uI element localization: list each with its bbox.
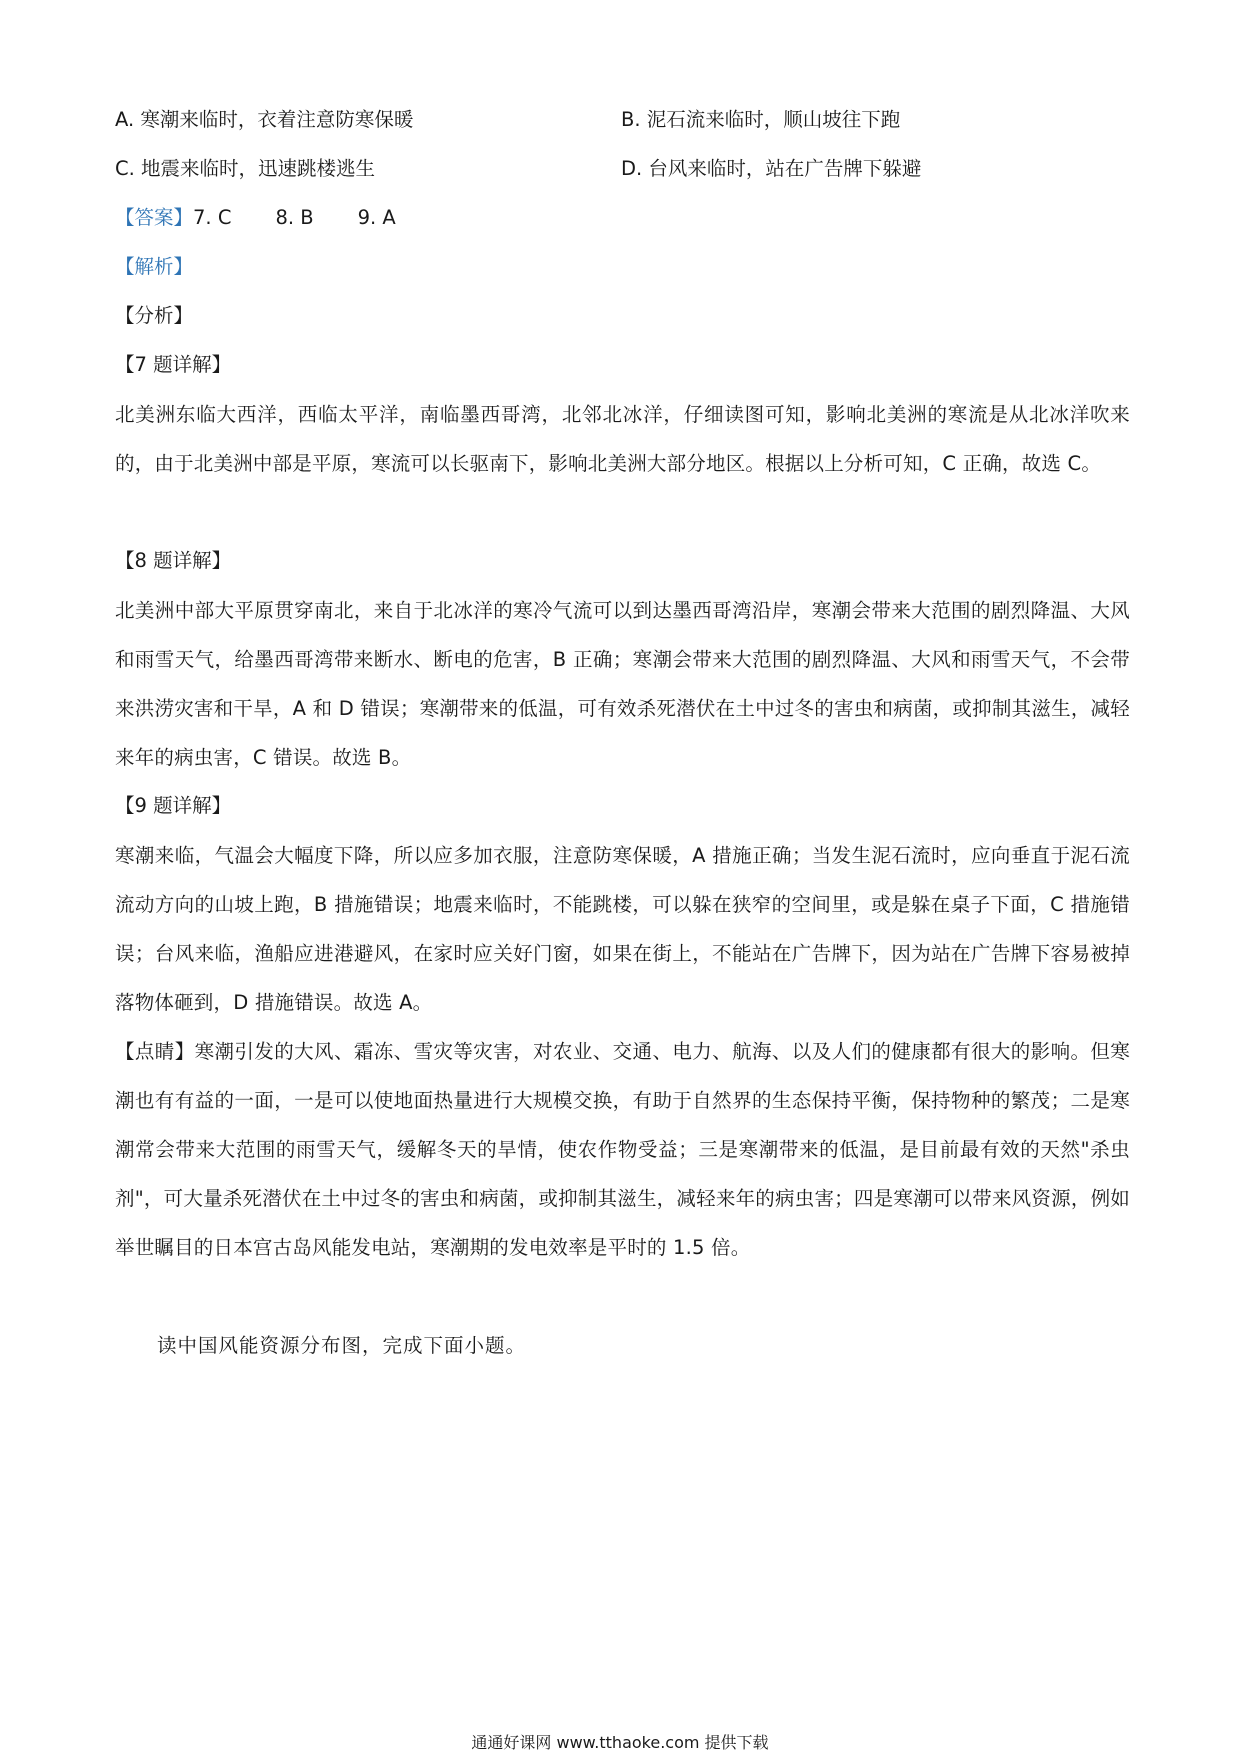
answer-label: 【答案】 — [115, 206, 194, 229]
q9-heading: 【9 题详解】 — [115, 794, 232, 817]
q9-text: 寒潮来临，气温会大幅度下降，所以应多加衣服，注意防寒保暖，A 措施正确；当发生泥石流时，应向垂直于泥石流流动方向的山坡上跑，B 措施错误；地震来临时，不能跳楼，可以躲在狭窄的空间里，或是躲在桌子下面，C 措施错误；台风来临，渔船应进港避风，在家时应关好门窗，如果在街上，不能站在广告牌下，因为站在广告牌下容易被掉落物体砸到，D 措施错误。故选 A。 — [115, 844, 1130, 1014]
q8-heading: 【8 题详解】 — [115, 549, 232, 572]
q7-text: 北美洲东临大西洋，西临太平洋，南临墨西哥湾，北邻北冰洋，仔细读图可知，影响北美洲的寒流是从北冰洋吹来的，由于北美洲中部是平原，寒流可以长驱南下，影响北美洲大部分地区。根据以上分析可知，C 正确，故选 C。 — [115, 403, 1130, 475]
option-a: A. 寒潮来临时，衣着注意防寒保暖 — [115, 108, 414, 131]
answer-q7: 7. C — [193, 206, 232, 229]
option-b: B. 泥石流来临时，顺山坡往下跑 — [621, 108, 901, 131]
q8-text: 北美洲中部大平原贯穿南北，来自于北冰洋的寒冷气流可以到达墨西哥湾沿岸，寒潮会带来大范围的剧烈降温、大风和雨雪天气，给墨西哥湾带来断水、断电的危害，B 正确；寒潮会带来大范围的剧烈降温、大风和雨雪天气，不会带来洪涝灾害和干旱，A 和 D 错误；寒潮带来的低温，可有效杀死潜伏在土中过冬的害虫和病菌，或抑制其滋生，减轻来年的病虫害，C 错误。故选 B。 — [115, 599, 1130, 769]
option-c: C. 地震来临时，迅速跳楼逃生 — [115, 157, 376, 180]
answer-q9: 9. A — [357, 206, 396, 229]
next-question-intro: 读中国风能资源分布图，完成下面小题。 — [157, 1334, 527, 1357]
answer-line — [115, 204, 1130, 232]
dianjing-label: 【点睛】 — [115, 1040, 195, 1063]
dianjing-text: 寒潮引发的大风、霜冻、雪灾等灾害，对农业、交通、电力、航海、以及人们的健康都有很大的影响。但寒潮也有有益的一面，一是可以使地面热量进行大规模交换，有助于自然界的生态保持平衡，保持物种的繁茂；二是寒潮常会带来大范围的雨雪天气，缓解冬天的旱情，使农作物受益；三是寒潮带来的低温，是目前最有效的天然"杀虫剂"，可大量杀死潜伏在土中过冬的害虫和病菌，或抑制其滋生，减轻来年的病虫害；四是寒潮可以带来风资源，例如举世瞩目的日本宫古岛风能发电站，寒潮期的发电效率是平时的 1.5 倍。 — [115, 1040, 1130, 1259]
analysis-label: 【解析】 — [115, 255, 194, 278]
page-footer: 通通好课网 www.tthaoke.com 提供下载 — [471, 1733, 769, 1752]
dianjing-paragraph — [115, 1027, 1130, 1272]
answer-q8: 8. B — [275, 206, 314, 229]
q7-heading: 【7 题详解】 — [115, 353, 232, 376]
option-d: D. 台风来临时，站在广告牌下躲避 — [621, 157, 922, 180]
fenxi-label: 【分析】 — [115, 304, 194, 327]
